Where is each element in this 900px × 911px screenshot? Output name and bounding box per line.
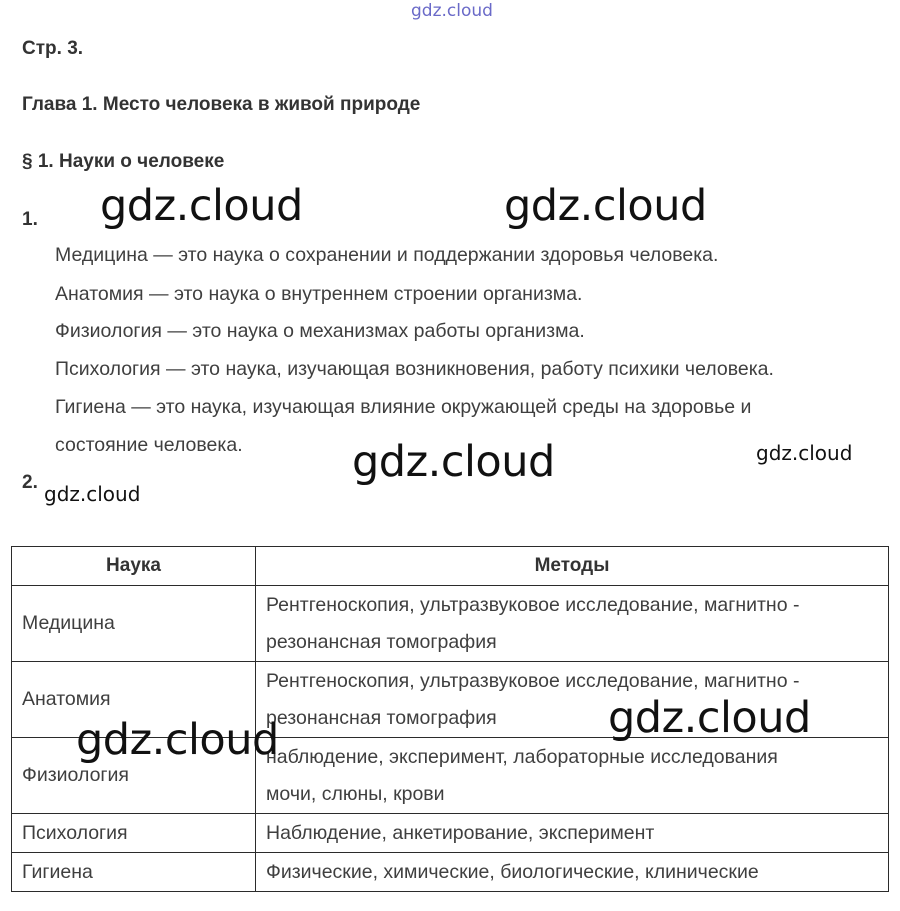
watermark: gdz.cloud — [76, 715, 279, 765]
definition-line: состояние человека. — [55, 434, 243, 456]
watermark: gdz.cloud — [504, 181, 707, 231]
definition-line: Физиология — это наука о механизмах работы организма. — [55, 320, 585, 342]
table-row — [12, 586, 889, 662]
definition-line: Психология — это наука, изучающая возникновения, работу психики человека. — [55, 358, 774, 380]
section-title: § 1. Науки о человеке — [22, 151, 225, 172]
definition-line: Гигиена — это наука, изучающая влияние окружающей среды на здоровье и — [55, 396, 752, 418]
methods-cell — [256, 586, 889, 662]
methods-line: Рентгеноскопия, ультразвуковое исследование, магнитно - — [266, 669, 800, 692]
watermark: gdz.cloud — [100, 181, 303, 231]
table-row — [12, 853, 889, 892]
methods-cell — [256, 853, 889, 892]
methods-line: резонансная томография — [266, 706, 497, 729]
science-cell: Психология — [12, 814, 256, 853]
science-cell: Анатомия — [12, 662, 256, 738]
table-header-row — [12, 547, 889, 586]
methods-cell — [256, 738, 889, 814]
science-cell: Гигиена — [12, 853, 256, 892]
watermark-top: gdz.cloud — [411, 1, 493, 21]
definition-line: Анатомия — это наука о внутреннем строении организма. — [55, 283, 583, 305]
chapter-title: Глава 1. Место человека в живой природе — [22, 94, 421, 115]
science-cell: Медицина — [12, 586, 256, 662]
watermark: gdz.cloud — [44, 482, 141, 506]
definition-line: Медицина — это наука о сохранении и поддержании здоровья человека. — [55, 244, 719, 266]
task-1-number: 1. — [22, 209, 38, 230]
watermark: gdz.cloud — [352, 437, 555, 487]
methods-line: резонансная томография — [266, 630, 497, 653]
methods-cell — [256, 814, 889, 853]
methods-line: мочи, слюны, крови — [266, 782, 445, 805]
watermark: gdz.cloud — [756, 441, 853, 465]
methods-line: Рентгеноскопия, ультразвуковое исследование, магнитно - — [266, 593, 800, 616]
methods-line: Наблюдение, анкетирование, эксперимент — [266, 821, 655, 844]
watermark: gdz.cloud — [608, 693, 811, 743]
task-2-number: 2. — [22, 472, 38, 493]
methods-line: Физические, химические, биологические, клинические — [266, 860, 759, 883]
table-row — [12, 814, 889, 853]
page-number: Стр. 3. — [22, 38, 84, 59]
header-methods: Методы — [256, 547, 889, 586]
methods-line: наблюдение, эксперимент, лабораторные исследования — [266, 745, 778, 768]
science-cell: Физиология — [12, 738, 256, 814]
header-science: Наука — [12, 547, 256, 586]
